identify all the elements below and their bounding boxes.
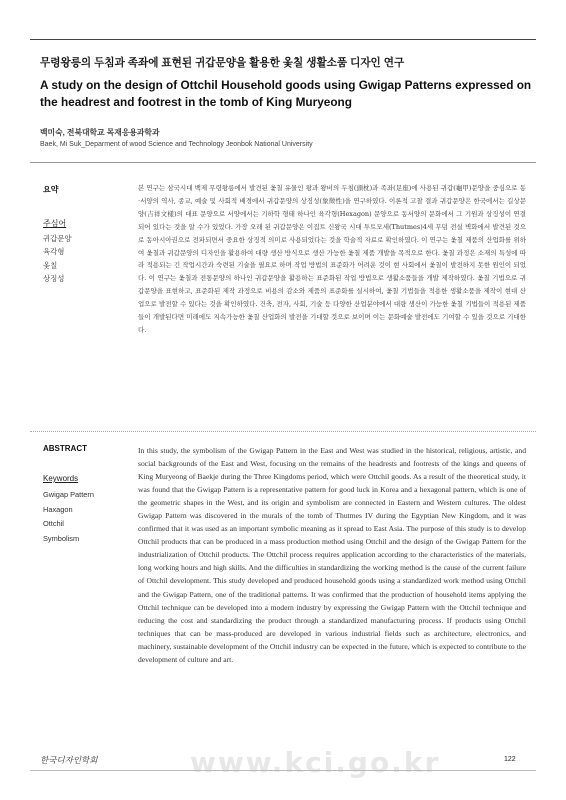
keyword-item: Gwigap Pattern <box>43 490 94 499</box>
section-divider <box>30 431 536 432</box>
keyword-item: Symbolism <box>43 533 80 543</box>
keyword-item: Ottchil <box>43 519 64 529</box>
english-abstract-body: In this study, the symbolism of the Gwigap Pattern in the East and West was studied in the historical, religious, artistic, and social backgrounds of the East and West, focusing on the remains of the headrests and footrests of the kings and queens of King Muryeong of Baekje during the Three Kingdoms period, which were Ottchil goods. As a result of the theoretical study, it was found that the Gwigap Pattern is a representative pattern for good luck in Korea and a hexagonal pattern, which is one of the geometric shapes in the West, and its origin and symbolism are connected in Eastern and Western cultures. The oldest Gwigap Pattern was discovered in the murals of the tomb of Thutmes IV during the Egyptian New Kingdom, and it was confirmed that it was used as an important symbolic meaning as it spread to East Asia. The purpose of this study is to develop Ottchil products that can be produced in a mass production method using Ottchil and the design of the Gwigap Pattern for the industrialization of Ottchil products. The Ottchil process requires application according to the characteristics of the materials, long working hours and high skills. And the difficulties in standardizing the working method is the cause of the current failure of Ottchil development. This study developed and produced household goods using a standardized work method using Ottchil and the Gwigap Pattern, one of the traditional patterns. It was confirmed that the production of household items applying the Ottchil technique can be developed into a modern industry by expressing the Gwigap Pattern with the Ottchil technique and reducing the cost and standardizing the product through a standardized manufacturing process. If products using Ottchil techniques that can be mass-produced are developed in various industrial fields such as architecture, electronics, and machinery, sustainable development of the Ottchil industry can be expected in the future, which is expected to contribute to the development of culture and art. <box>138 446 526 664</box>
keyword-item: 육각형 <box>43 247 65 257</box>
society-logo <box>40 753 98 766</box>
society-logo-text: 한국디자인학회 <box>40 756 98 766</box>
page-number: 122 <box>504 756 516 763</box>
paper-title-korean: 무령왕릉의 두침과 족좌에 표현된 귀갑문양을 활용한 옻칠 생활소품 디자인 연구 <box>40 57 405 69</box>
header-divider <box>30 162 536 163</box>
author-affiliation-english: Baek, Mi Suk_Deparment of wood Science and Technology Jeonbok National University <box>40 141 313 148</box>
korean-abstract-body: 본 연구는 삼국시대 백제 무령왕릉에서 발견된 옻칠 유물인 왕과 왕비의 두침(頭枕)과 족좌(足座)에 사용된 귀갑(龜甲)문양을 중심으로 동·서양의 역사, 종교, 예술 및 사회적 배경에서 귀갑문양의 상징성(象徵性)을 연구하였다. 이론적 고찰 결과 귀갑문양은 한국에서는 길상문양(吉祥文樣)의 대표 문양으로 서양에서는 기하학 형태 하나인 육각형(Hexagon) 문양으로 동서양의 문화에서 그 기원과 상징성이 연결되어 있다는 것을 알 수가 있었다. 가장 오래 된 귀갑문양은 이집트 신왕국 시대 투트모세(Thutmes)4세 무덤 전실 벽화에서 발견된 것으로 동아시아권으로 전파되면서 중요한 상징적 의미로 사용되었다는 것을 학술적 자료로 확인하였다. 이 연구는 옻칠 제품의 산업화를 위하여 옻칠과 귀갑문양의 디자인을 활용하여 대량 생산 방식으로 생산 가능한 옻칠 제품 개발을 목적으로 한다. 옻칠 과정은 소재의 특성에 따라 적용되는 긴 작업시간과 숙련된 기술을 필요로 하며 작업 방법의 표준화가 어려운 것이 현 사회에서 옻칠이 발전하지 못한 원인이 되었다. 이 연구는 옻칠과 전통문양의 하나인 귀갑문양을 활용하는 표준화된 작업 방법으로 생활소품들을 개발 제작하였다. 옻칠 기법으로 귀갑문양을 표현하고, 표준화된 제작 과정으로 비용의 감소와 제품의 표준화를 실시하여, 옻칠 기법들을 적용한 생활소품을 제작이 현대 산업으로 발전할 수 있다는 것을 확인하였다. 건축, 전자, 사회, 기술 등 다양한 산업분야에서 대량 생산이 가능한 옻칠 기법들이 적용된 제품들이 개발된다면 미래에도 지속가능한 옻칠 산업화의 발전을 기대할 것으로 보이며 이는 문화예술 발전에도 기여할 수 있을 것으로 기대한다. <box>138 184 526 334</box>
korean-keywords-list <box>43 232 72 286</box>
english-keywords-heading: Keywords <box>43 474 79 483</box>
keyword-item: Haxagon <box>43 504 73 514</box>
korean-keywords-heading: 주심어 <box>43 219 67 228</box>
english-abstract-heading: ABSTRACT <box>43 444 87 453</box>
paper-title-english: A study on the design of Ottchil Household goods using Gwigap Patterns expressed on the headrest and footrest in the tomb of King Muryeong <box>40 78 532 109</box>
author-affiliation-korean: 백미숙, 전북대학교 목재응용과학과 <box>40 128 160 137</box>
footer-rule <box>30 770 536 771</box>
keyword-item: 귀갑문양 <box>43 234 72 243</box>
english-keywords-list <box>43 488 94 546</box>
korean-abstract-heading: 요약 <box>43 185 59 194</box>
keyword-item: 옻칠 <box>43 260 58 270</box>
keyword-item: 상징성 <box>43 274 65 284</box>
top-rule <box>30 39 536 40</box>
kci-watermark: www.kci.go.kr <box>190 746 441 779</box>
